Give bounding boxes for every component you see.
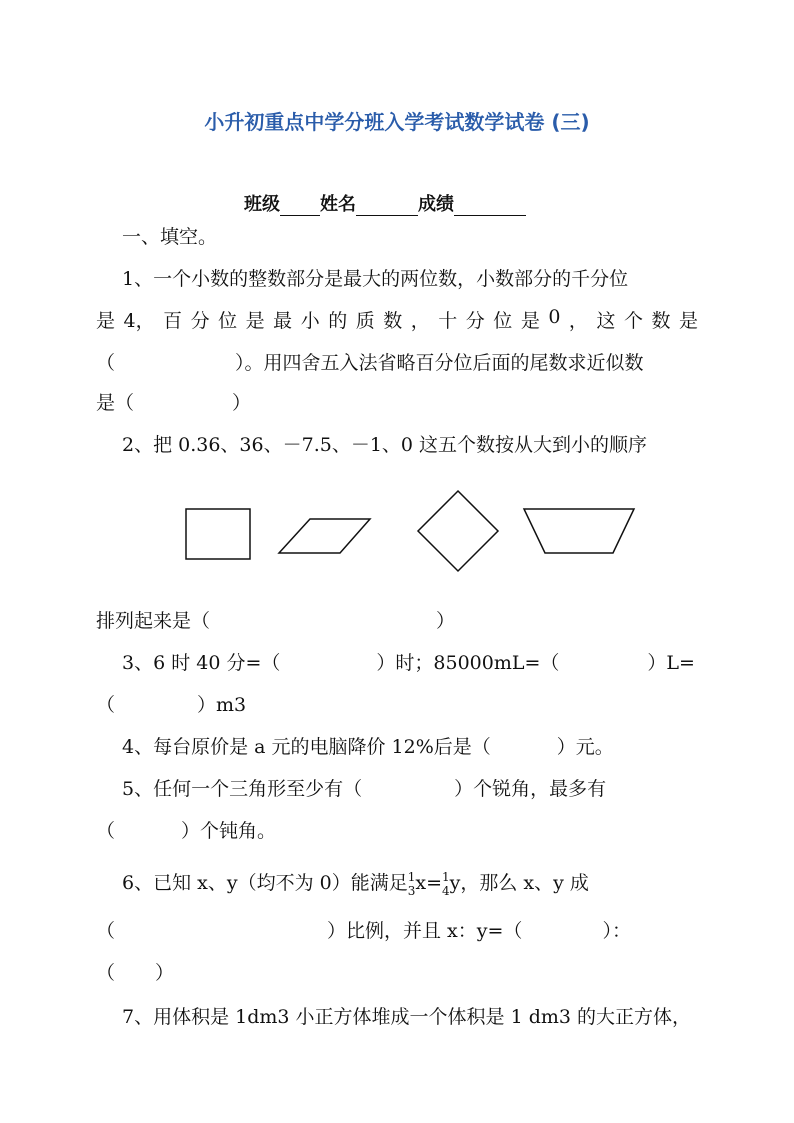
q7-line1: 7、用体积是 1dm3 小正方体堆成一个体积是 1 dm3 的大正方体， [122, 1006, 691, 1028]
page-title: 小升初重点中学分班入学考试数学试卷 (三) [204, 110, 590, 134]
trapezoid-shape [524, 509, 634, 553]
q6-line1: 6、已知 x、y（均不为 0）能满足 1 3 x= 1 4 y，那么 x、y 成 [122, 870, 589, 898]
rotated-square-shape [418, 491, 498, 571]
q2-line2: 排列起来是（ ） [96, 610, 456, 632]
name-label: 姓名 [320, 194, 356, 215]
q2-line1: 2、把 0.36、36、－7.5、－1、0 这五个数按从大到小的顺序 [122, 434, 648, 456]
q5-line1: 5、任何一个三角形至少有（ ）个锐角，最多有 [122, 778, 607, 800]
fraction-one-third: 1 3 [407, 870, 416, 898]
q6-line3: （ ） [96, 962, 175, 984]
class-label: 班级 [244, 194, 280, 215]
parallelogram-shape [279, 519, 370, 553]
q3-line2: （ ）m3 [96, 694, 247, 716]
q5-line2: （ ）个钝角。 [96, 820, 277, 842]
q1-line2: 是 4， 百 分 位 是 最 小 的 质 数 ， 十 分 位 是 0 ， 这 个 数 是 [96, 306, 698, 332]
q3-line1: 3、6 时 40 分=（ ）时；85000mL=（ ）L= [122, 652, 695, 674]
q1-line4: 是（ ） [96, 392, 252, 414]
q1-line3: （ ）。用四舍五入法省略百分位后面的尾数求近似数 [96, 352, 644, 374]
fraction-one-quarter: 1 4 [442, 870, 450, 898]
score-label: 成绩 [418, 194, 454, 215]
q4-line: 4、每台原价是 a 元的电脑降价 12%后是（ ）元。 [122, 736, 614, 758]
square-shape [186, 509, 250, 559]
q1-line1: 1、一个小数的整数部分是最大的两位数，小数部分的千分位 [122, 268, 629, 290]
section-heading: 一、填空。 [122, 226, 218, 248]
q6-line2: （ ）比例，并且 x：y=（ ）： [96, 920, 631, 942]
